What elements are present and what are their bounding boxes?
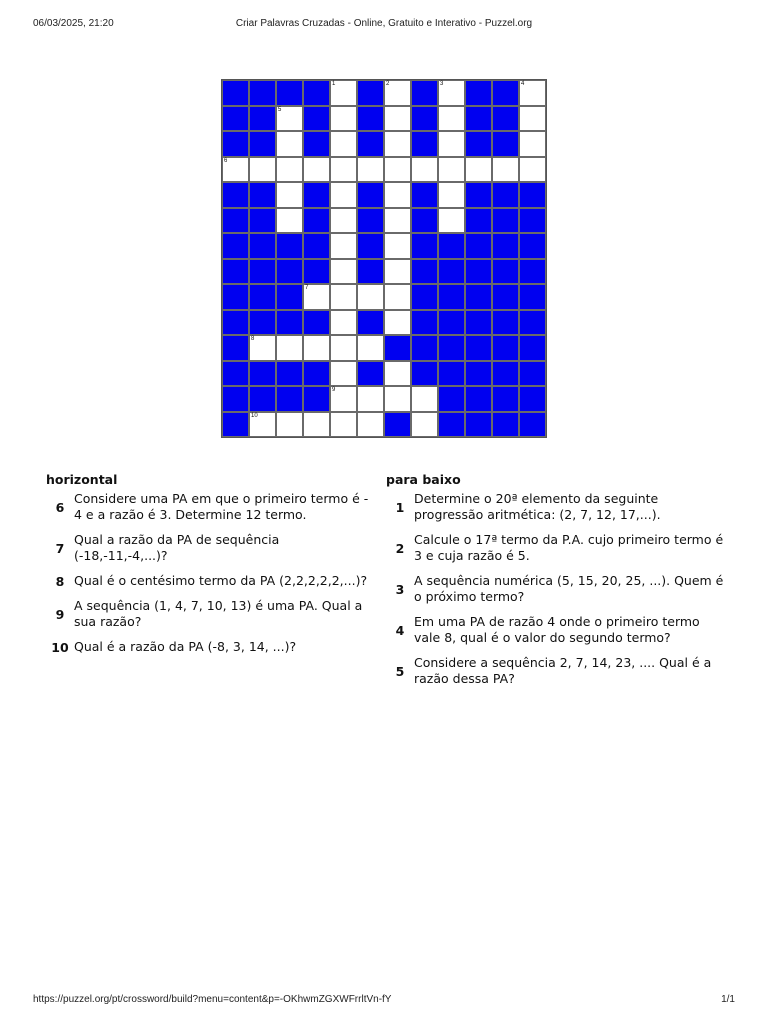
grid-letter-cell[interactable] [438, 106, 465, 132]
grid-block-cell [411, 131, 438, 157]
grid-block-cell [303, 106, 330, 132]
grid-block-cell [249, 233, 276, 259]
grid-letter-cell[interactable] [330, 131, 357, 157]
cell-number: 3 [440, 81, 444, 87]
across-clue-list [46, 491, 376, 655]
grid-block-cell [465, 361, 492, 387]
down-clue-item [386, 491, 726, 523]
grid-block-cell [357, 131, 384, 157]
down-clue-item [386, 573, 726, 605]
grid-letter-cell[interactable] [222, 157, 249, 183]
grid-block-cell [222, 361, 249, 387]
down-clues-section [386, 472, 726, 696]
grid-letter-cell[interactable] [330, 310, 357, 336]
grid-block-cell [492, 335, 519, 361]
grid-letter-cell[interactable] [519, 80, 546, 106]
grid-block-cell [411, 259, 438, 285]
grid-block-cell [276, 80, 303, 106]
grid-block-cell [519, 386, 546, 412]
grid-letter-cell[interactable] [330, 386, 357, 412]
grid-block-cell [519, 361, 546, 387]
grid-block-cell [519, 284, 546, 310]
clue-text: Qual é o centésimo termo da PA (2,2,2,2,2,...)? [74, 573, 368, 588]
grid-block-cell [249, 284, 276, 310]
grid-block-cell [357, 310, 384, 336]
grid-block-cell [411, 284, 438, 310]
grid-letter-cell[interactable] [384, 386, 411, 412]
grid-block-cell [438, 361, 465, 387]
grid-letter-cell[interactable] [303, 412, 330, 438]
grid-block-cell [492, 182, 519, 208]
grid-letter-cell[interactable] [438, 157, 465, 183]
cell-number: 1 [332, 81, 336, 87]
grid-letter-cell[interactable] [438, 182, 465, 208]
clue-text: Qual é a razão da PA (-8, 3, 14, ...)? [74, 639, 297, 654]
grid-block-cell [276, 284, 303, 310]
grid-block-cell [222, 259, 249, 285]
clue-number: 3 [395, 581, 405, 597]
grid-letter-cell[interactable] [384, 233, 411, 259]
grid-letter-cell[interactable] [330, 233, 357, 259]
clue-number: 6 [55, 499, 65, 515]
grid-block-cell [465, 80, 492, 106]
grid-block-cell [465, 412, 492, 438]
cell-number: 10 [251, 412, 258, 419]
grid-letter-cell[interactable] [276, 131, 303, 157]
grid-block-cell [465, 310, 492, 336]
grid-block-cell [357, 259, 384, 285]
grid-letter-cell[interactable] [330, 80, 357, 106]
grid-block-cell [465, 386, 492, 412]
grid-block-cell [411, 361, 438, 387]
grid-block-cell [249, 310, 276, 336]
grid-letter-cell[interactable] [519, 106, 546, 132]
grid-block-cell [411, 182, 438, 208]
down-clue-item [386, 655, 726, 687]
print-page-number: 1/1 [721, 994, 735, 1005]
grid-block-cell [222, 335, 249, 361]
grid-block-cell [492, 233, 519, 259]
print-page-title: Criar Palavras Cruzadas - Online, Gratuito e Interativo - Puzzel.org [235, 18, 533, 29]
grid-block-cell [222, 412, 249, 438]
grid-block-cell [411, 233, 438, 259]
grid-letter-cell[interactable] [276, 157, 303, 183]
grid-block-cell [249, 131, 276, 157]
crossword-grid [221, 79, 547, 438]
grid-letter-cell[interactable] [330, 182, 357, 208]
grid-block-cell [357, 208, 384, 234]
grid-letter-cell[interactable] [330, 106, 357, 132]
grid-block-cell [303, 182, 330, 208]
grid-letter-cell[interactable] [411, 157, 438, 183]
grid-block-cell [222, 284, 249, 310]
grid-letter-cell[interactable] [330, 259, 357, 285]
grid-letter-cell[interactable] [330, 412, 357, 438]
grid-block-cell [303, 80, 330, 106]
clue-text: A sequência numérica (5, 15, 20, 25, ...). Quem é o próximo termo? [414, 573, 724, 604]
grid-block-cell [438, 233, 465, 259]
grid-block-cell [519, 182, 546, 208]
grid-letter-cell[interactable] [276, 335, 303, 361]
grid-block-cell [303, 386, 330, 412]
grid-block-cell [438, 386, 465, 412]
grid-block-cell [465, 131, 492, 157]
down-clue-item [386, 614, 726, 646]
cell-number: 7 [305, 285, 309, 291]
down-clue-item [386, 532, 726, 564]
grid-block-cell [492, 412, 519, 438]
grid-block-cell [492, 284, 519, 310]
grid-block-cell [492, 131, 519, 157]
grid-block-cell [438, 335, 465, 361]
clue-number: 4 [395, 622, 405, 638]
grid-block-cell [249, 259, 276, 285]
down-clue-list [386, 491, 726, 687]
clue-text: Calcule o 17ª termo da P.A. cujo primeiro termo é 3 e cuja razão é 5. [414, 532, 724, 563]
grid-block-cell [438, 259, 465, 285]
grid-block-cell [222, 233, 249, 259]
grid-block-cell [303, 233, 330, 259]
cell-number: 2 [386, 81, 390, 87]
grid-letter-cell[interactable] [519, 131, 546, 157]
grid-block-cell [438, 412, 465, 438]
grid-letter-cell[interactable] [330, 157, 357, 183]
grid-block-cell [384, 412, 411, 438]
grid-block-cell [249, 106, 276, 132]
grid-letter-cell[interactable] [492, 157, 519, 183]
grid-block-cell [519, 208, 546, 234]
grid-block-cell [303, 131, 330, 157]
grid-block-cell [303, 208, 330, 234]
grid-block-cell [492, 259, 519, 285]
grid-block-cell [384, 335, 411, 361]
grid-block-cell [519, 233, 546, 259]
clue-text: Determine o 20ª elemento da seguinte progressão aritmética: (2, 7, 12, 17,...). [414, 491, 661, 522]
grid-letter-cell[interactable] [519, 157, 546, 183]
grid-block-cell [465, 208, 492, 234]
grid-block-cell [465, 233, 492, 259]
grid-block-cell [276, 361, 303, 387]
grid-block-cell [303, 310, 330, 336]
grid-block-cell [438, 310, 465, 336]
grid-letter-cell[interactable] [357, 386, 384, 412]
grid-block-cell [249, 386, 276, 412]
grid-block-cell [438, 284, 465, 310]
clue-text: A sequência (1, 4, 7, 10, 13) é uma PA. Qual a sua razão? [74, 598, 363, 629]
grid-letter-cell[interactable] [330, 208, 357, 234]
grid-letter-cell[interactable] [276, 106, 303, 132]
grid-letter-cell[interactable] [465, 157, 492, 183]
grid-block-cell [411, 335, 438, 361]
clue-text: Considere uma PA em que o primeiro termo é - 4 e a razão é 3. Determine 12 termo. [74, 491, 369, 522]
across-clue-item [46, 532, 376, 564]
clue-text: Considere a sequência 2, 7, 14, 23, .... Qual é a razão dessa PA? [414, 655, 712, 686]
grid-block-cell [492, 361, 519, 387]
clue-text: Em uma PA de razão 4 onde o primeiro termo vale 8, qual é o valor do segundo termo? [414, 614, 700, 645]
grid-block-cell [249, 361, 276, 387]
grid-block-cell [222, 131, 249, 157]
grid-block-cell [357, 80, 384, 106]
grid-letter-cell[interactable] [384, 182, 411, 208]
grid-letter-cell[interactable] [330, 284, 357, 310]
print-datetime: 06/03/2025, 21:20 [33, 18, 114, 29]
across-clue-item [46, 598, 376, 630]
grid-block-cell [276, 386, 303, 412]
grid-block-cell [357, 106, 384, 132]
clue-number: 10 [51, 639, 69, 655]
clue-number: 1 [395, 499, 405, 515]
grid-letter-cell[interactable] [276, 412, 303, 438]
grid-letter-cell[interactable] [357, 412, 384, 438]
clue-number: 8 [55, 573, 65, 589]
grid-block-cell [492, 106, 519, 132]
clue-number: 7 [55, 540, 65, 556]
grid-block-cell [519, 259, 546, 285]
grid-block-cell [492, 208, 519, 234]
clue-text: Qual a razão da PA de sequência (-18,-11,-4,...)? [74, 532, 280, 563]
grid-block-cell [519, 335, 546, 361]
across-clue-item [46, 639, 376, 655]
grid-letter-cell[interactable] [411, 412, 438, 438]
grid-letter-cell[interactable] [384, 131, 411, 157]
grid-letter-cell[interactable] [411, 386, 438, 412]
grid-block-cell [357, 182, 384, 208]
grid-block-cell [411, 208, 438, 234]
clue-number: 9 [55, 606, 65, 622]
grid-block-cell [222, 208, 249, 234]
grid-letter-cell[interactable] [438, 80, 465, 106]
across-clue-item [46, 573, 376, 589]
grid-block-cell [276, 310, 303, 336]
grid-letter-cell[interactable] [384, 361, 411, 387]
grid-block-cell [357, 233, 384, 259]
cell-number: 9 [332, 387, 336, 393]
grid-block-cell [222, 386, 249, 412]
cell-number: 6 [224, 157, 228, 164]
grid-letter-cell[interactable] [249, 412, 276, 438]
grid-block-cell [222, 80, 249, 106]
grid-block-cell [222, 106, 249, 132]
grid-letter-cell[interactable] [384, 106, 411, 132]
grid-letter-cell[interactable] [357, 157, 384, 183]
down-heading: para baixo [386, 472, 461, 487]
clue-number: 5 [395, 663, 405, 679]
grid-block-cell [357, 361, 384, 387]
grid-letter-cell[interactable] [384, 310, 411, 336]
grid-block-cell [276, 233, 303, 259]
across-clue-item [46, 491, 376, 523]
cell-number: 4 [521, 81, 525, 87]
print-url: https://puzzel.org/pt/crossword/build?menu=content&p=-OKhwmZGXWFrrltVn-fY [33, 994, 392, 1005]
clue-number: 2 [395, 540, 405, 556]
grid-block-cell [303, 361, 330, 387]
grid-block-cell [303, 259, 330, 285]
grid-letter-cell[interactable] [303, 335, 330, 361]
grid-block-cell [492, 80, 519, 106]
grid-letter-cell[interactable] [330, 335, 357, 361]
grid-block-cell [465, 259, 492, 285]
across-heading: horizontal [46, 472, 118, 487]
cell-number: 5 [278, 106, 282, 113]
grid-block-cell [465, 106, 492, 132]
grid-block-cell [519, 412, 546, 438]
grid-block-cell [465, 284, 492, 310]
grid-block-cell [492, 386, 519, 412]
grid-block-cell [492, 310, 519, 336]
grid-letter-cell[interactable] [276, 182, 303, 208]
grid-letter-cell[interactable] [384, 208, 411, 234]
grid-letter-cell[interactable] [384, 259, 411, 285]
grid-block-cell [465, 335, 492, 361]
grid-block-cell [465, 182, 492, 208]
grid-letter-cell[interactable] [357, 335, 384, 361]
grid-block-cell [411, 310, 438, 336]
grid-letter-cell[interactable] [438, 208, 465, 234]
grid-letter-cell[interactable] [330, 361, 357, 387]
grid-letter-cell[interactable] [249, 335, 276, 361]
grid-letter-cell[interactable] [384, 284, 411, 310]
grid-letter-cell[interactable] [384, 157, 411, 183]
grid-block-cell [411, 80, 438, 106]
grid-letter-cell[interactable] [303, 157, 330, 183]
grid-block-cell [249, 80, 276, 106]
grid-letter-cell[interactable] [438, 131, 465, 157]
grid-block-cell [249, 182, 276, 208]
cell-number: 8 [251, 336, 255, 342]
grid-letter-cell[interactable] [357, 284, 384, 310]
grid-block-cell [519, 310, 546, 336]
grid-block-cell [222, 182, 249, 208]
grid-block-cell [222, 310, 249, 336]
grid-block-cell [249, 208, 276, 234]
grid-letter-cell[interactable] [384, 80, 411, 106]
grid-letter-cell[interactable] [249, 157, 276, 183]
grid-letter-cell[interactable] [276, 208, 303, 234]
across-clues-section [46, 472, 376, 664]
grid-letter-cell[interactable] [303, 284, 330, 310]
grid-block-cell [276, 259, 303, 285]
grid-block-cell [411, 106, 438, 132]
